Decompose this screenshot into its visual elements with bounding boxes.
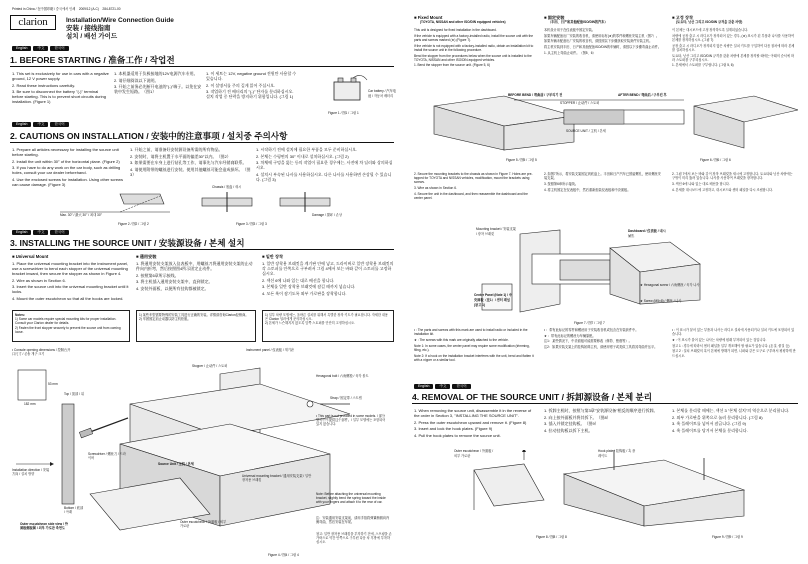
- label-dashboard: Dashboard / 仪表板 / 대시보드: [628, 229, 666, 238]
- fixed-steps-kr: 2. 그림 7에서 보는 바와 같이 장착 브래킷을 섀시에 고정합니다. 토요타와 닛산 차량에는 구멍이 미리 뚫려 있습니다. 나사를 사용하여 브래킷을 장착합니다. 3. 섹션 6에 나와 있는 대로 배선을 합니다. 4. 본체를 대시보드에 고정하고, 대시보드와 센터 패널을 다시 조립합니다.: [672, 172, 793, 192]
- figure-3-note-damage: Damage / 损坏 / 손상: [312, 213, 342, 217]
- figure-1-note: Car battery / 汽车电池 / 자동차 배터리: [368, 89, 396, 98]
- label-install-direction: Installation direction / 安装方向 / 설치 방향: [12, 468, 50, 477]
- figure-5-label: Figure 5 / 图5 / 그림 5: [506, 158, 537, 162]
- universal-mount-kr: ■ 일반 장착: [262, 254, 283, 260]
- figure-9-label: Figure 9 / 图9 / 그림 9: [712, 535, 743, 539]
- sec1-kr: 1. 이 세트는 12V, negative ground 전원만 사용할 수 있습니다. 2. 이 설명서를 주의 깊게 읽어 주십시오. 3. 작업하기 전 배터리의 "(-)" 단자를 분리하십시오. 설치 작업 중 단락을 방지하기 위함입니다. (그림 1): [206, 71, 297, 99]
- lang-korean: 한국어: [50, 46, 68, 51]
- lang-korean: 한국어: [50, 230, 68, 235]
- lang-chinese: 中文: [33, 46, 48, 51]
- sec3-notes-kr: 1) 일부 차량 모델에는, 올바른 설치를 위해서 특별한 장착 키트가 필요합니다. 자세한 내용은 Clarion 딜러에게 문의하십시오. 2) 본체가 느슨해지지 않도록 앞쪽 스토퍼를 단단히 고정하십시오.: [262, 310, 394, 342]
- sec3-notes-cn: 1) 某些车型需要特殊的安装工具进行正确的安装。详情请咨询Clarion经销商。 2) 牢固固定前止动器以防主机松脱。: [136, 310, 256, 342]
- figure-2-note: Max. 30° / 最大 30° / 최대 30°: [60, 213, 102, 217]
- sec1-en: 1. This set is exclusively for use in cars with a negative ground, 12 V power supply. 2. Read these instructions carefully. 3. Be sure to disconnect the battery "(-)" terminal before starting. This is to prevent short circuits during installation. (Figure 1): [12, 71, 109, 104]
- sec4-cn: 1. 拆卸主机时，按照与第3章"安装源设备"相反的顺序进行拆卸。 2. 向上按外面板并将其拆下。（图8） 3. 插入并锁定挂钩板。（图9） 4. 拉动挂钩板以拆下主机。: [544, 408, 658, 433]
- label-mounting-bracket-7: Mounting bracket / 安装支架 / 장착 브래킷: [476, 227, 516, 236]
- fixed-mount-en-2: (TOYOTA, NISSAN and other ISO/DIN equipped vehicles): [420, 20, 506, 24]
- print-line: Printed in China / 在中国印刷 / 중국에서 인쇄 2009/12 (A-C) 284-8721-00: [12, 7, 121, 11]
- lang-chinese: 中文: [33, 122, 48, 127]
- fixed-mount-kr-2: (토요타, 닛산 그리고 ISO/DIN 규격을 갖춘 차량): [676, 20, 743, 24]
- figure-6-label: Figure 6 / 图6 / 그림 6: [700, 158, 731, 162]
- fixed-kr: 이 본체는 대시보드에 고정 장착하도록 설계되었습니다. 차량에 공장 출고 시 라디오가 장착되어 있는 경우, (★) 표시가 된 부품과 나사를 사용하여 본체를 장착하십시오. (그림 7) 공장 출고 시 라디오가 장착되지 않은 차량은 설치 키트를 구입하여 다음 절차에 따라 본체를 설치하십시오. 토요타, 닛산 그리고 ISO/DIN 규격을 갖춘 차량에 본체를 장착할 때에는 아래의 순서에 따라 스토퍼를 구부리십시오. 1. 본체에서 스토퍼를 구부립니다. (그림 5, 6): [672, 28, 795, 68]
- label-hexagonal-bolt: Hexagonal bolt / 六角螺栓 / 육각 볼트: [316, 374, 369, 378]
- sec3-kr: 1. 일반 장착용 브래킷을 계기판 안에 넣고, 드라이버로 일반 장착용 브래킷의 각 스토퍼를 안쪽으로 구부려서 그림 4에서 보는 바와 같이 스토퍼를 고정하십시오. 2. 섹션 6에 나와 있는 대로 배선을 합니다. 3. 본체를 일반 장착용 브래킷에 잠길 때까지 넣습니다. 4. 모든 훅이 잠기도록 외부 가로판을 장착합니다.: [262, 261, 394, 296]
- label-outer-escutcheon-8: Outer escutcheon / 外面板 / 외부 가로판: [454, 449, 494, 458]
- section-3-heading: 3. INSTALLING THE SOURCE UNIT / 安装源设备 / 본체 설치: [10, 238, 394, 250]
- label-screwdriver: Screwdriver / 螺丝刀 / 드라이버: [88, 452, 126, 461]
- label-hook-plate: Hook plate / 挂钩板 / 훅 플레이트: [598, 449, 636, 458]
- page-title: Installation/Wire Connection Guide 安装 / 接线指南 설치 / 배선 가이드: [66, 17, 174, 40]
- label-stopper: Stopper / 止动件 / 스토퍼: [192, 364, 228, 368]
- figure-8-9-removal: [414, 450, 798, 530]
- figure-4-area: [10, 344, 394, 560]
- fixed-cn: 本机设计用于在仪表板中固定安装。 如果车辆配备出厂安装的收音机，请使用标有(★)的零件和螺丝安装主机（图7）。 如果车辆未配备出厂安装的收音机，请按照以下步骤获取安装套件安装主机。 将主机安装到丰田、日产和其他配备ISO/DIN的车辆时，请按以下步骤弯曲止动件。 1. 从主机上弯曲止动件。（图5、6）: [544, 28, 662, 55]
- label-hex-screw: ★ Hexagonal screw / 六角螺丝 / 육각 나사: [640, 283, 700, 287]
- universal-mount-en: ■ Universal Mount: [12, 254, 48, 259]
- source-unit-label: SOURCE UNIT / 主机 / 본체: [566, 129, 606, 133]
- figure-8-label: Figure 8 / 图8 / 그림 8: [536, 535, 567, 539]
- sec4-kr: 1. 본체를 분리할 때에는, 섹션 3 "본체 설치"의 역순으로 분리합니다. 2. 외부 가로판을 위쪽으로 눌러 분리합니다. (그림 8) 3. 훅 플레이트를 넣어서 잠급니다. (그림 9) 4. 훅 플레이트를 당겨서 본체를 분리합니다.: [672, 408, 790, 433]
- lang-korean: 한국어: [50, 122, 68, 127]
- universal-mount-cn: ■ 通用安装: [136, 254, 156, 260]
- figure-4-label: Figure 4 / 图4 / 그림 4: [268, 553, 299, 557]
- section-1-heading: 1. BEFORE STARTING / 准备工作 / 작업전: [10, 55, 394, 67]
- sec3-notes-en: Notes: 1) Some car models require special mounting kits for proper installation. Consult your Clarion dealer for details. 2) Fasten the front stopper securely to prevent the source unit from coming loose.: [12, 310, 130, 342]
- lang-tabs-4: [414, 384, 471, 389]
- lang-tabs-1: [12, 46, 69, 51]
- lang-english: English: [12, 122, 31, 127]
- strap-note-kr: 참고: 일반 장착용 브래킷을 부착하기 전에, 스프링을 손가락으로 약간 안쪽으로 구부린 다음 차 후방에 부착하십시오.: [316, 532, 392, 545]
- fixed-notes-en: • : The parts and screws with this mark are used to install radio or included in the installation kit. ★ : The screws with this mark are originally attached to the vehicle. Note 1: In some cases, the center panel may require some modification (trimming, filing, etc.). Note 2: If a hook on the installation bracket interferes with the unit, bend and flatten it with a nipper or a similar tool.: [414, 328, 534, 362]
- lang-chinese: 中文: [435, 384, 450, 389]
- lang-tabs-3: [12, 230, 69, 235]
- sec4-en: 1. When removing the source unit, disassemble it in the reverse of the order in Section 3, "INSTALLING THE SOURCE UNIT". 2. Press the outer escutcheon upward and remove it. (Figure 8) 3. Insert and lock the hook plates. (Figure 9) 4. Pull the hook plates to remove the source unit.: [414, 408, 532, 438]
- figure-1-label: Figure 1 / 图1 / 그림 1: [328, 111, 359, 115]
- dim-182mm: 182 mm: [24, 402, 36, 406]
- figure-3-note-chassis: Chassis / 底盘 / 섀시: [212, 185, 242, 189]
- section-4-heading: 4. REMOVAL OF THE SOURCE UNIT / 拆卸源设备 / 본체 분리: [412, 392, 798, 404]
- section-2-heading: 2. CAUTIONS ON INSTALLATION / 安装中的注意事项 / 설치중 주의사항: [10, 131, 394, 143]
- figure-2-label: Figure 2 / 图2 / 그림 2: [118, 222, 149, 226]
- lang-korean: 한국어: [452, 384, 470, 389]
- figure-3-label: Figure 3 / 图3 / 그림 3: [236, 222, 267, 226]
- lang-chinese: 中文: [33, 230, 48, 235]
- fixed-steps-cn: 2. 如图7所示，将安装支架固定到底盘上。丰田和日产汽车已预留螺孔，使用螺丝安装支架。 3. 按照第6章所示接线。 4. 将主机固定在仪表板中，然后重新组装仪表板和中央面板。: [544, 172, 661, 192]
- figure-7-label: Figure 7 / 图7 / 그림 7: [574, 321, 605, 325]
- label-screw-m5: ★ Screw (M5×8) / 螺丝 / 나사: [640, 299, 682, 303]
- before-bend-label: BEFORE BEND / 弯曲前 / 구부리기 전: [508, 93, 563, 97]
- sec3-en: 1. Place the universal mounting bracket into the instrument panel, use a screwdriver to bend each stopper of the universal mounting bracket inward, then secure the stopper as shown in Figure 4. 2. Wire as shown in Section 6. 3. Insert the source unit into the universal mounting bracket until it locks. 4. Mount the outer escutcheon so that all the hooks are locked.: [12, 261, 129, 301]
- label-mounting-bracket: Universal mounting bracket / 通用安装支架 / 일반 장착용 브래킷: [242, 474, 312, 483]
- sec2-cn: 1. 开始之前，请准备好安装源设备所需的所有物品。 2. 安装时，请将主机置于水平面的偏差30°以内。（图2） 3. 如果需要在车身上进行钻孔等工作，请事先与汽车经销商联系。 4. 请使用附带的螺丝进行安装。使用其他螺丝可能会造成损坏。（图3）: [130, 147, 251, 177]
- label-top: Top / 顶部 / 위: [64, 392, 84, 396]
- label-outer-escutcheon: Outer escutcheon / 外面板 / 외부 가로판: [180, 520, 227, 529]
- lang-tabs-2: [12, 122, 69, 127]
- label-bottom: Bottom / 底部 / 아래: [64, 506, 84, 515]
- fixed-mount-cn-2: （丰田、日产和其他配备ISO/DIN的汽车）: [548, 20, 608, 24]
- fixed-mount-cn: ■ 固定安装: [544, 15, 564, 21]
- label-source-unit: Source Unit / 主机 / 본체: [158, 462, 194, 466]
- console-dim-label: • Console opening dimensions / 控制台开口尺寸 / 콘솔 개구 크기: [12, 348, 71, 357]
- fixed-mount-kr: ■ 고정 장착: [672, 15, 693, 21]
- label-instrument-panel: Instrument panel / 仪表板 / 계기판: [246, 348, 294, 352]
- figure-5-6-stopper: [414, 86, 798, 158]
- fixed-steps-en: 2. Secure the mounting brackets to the chassis as shown in Figure 7. Holes are pre-tapped for TOYOTA and NISSAN vehicles, modification, mount the brackets using screws. 3. Wire as shown in Section 6. 4. Secure the unit in the dashboard, and then reassemble the dashboard and the center panel.: [414, 172, 533, 201]
- fixed-notes-cn: • ：带有此标记的零件和螺丝用于安装收音机或包含在安装套件中。 ★ ：带有此标记的螺丝为车辆原配。 注1：某些情况下，中央面板可能需要修改（修剪、锉削等）。 注2：如果安装支架上的挂钩妨碍主机，请使用钳子或类似工具将其弯曲并压平。: [544, 328, 658, 350]
- strap-note: • This part is not provided in some models. / 部分型号中不提供这个部件。/ 일부 모델에는 포함되어 있지 않습니다.: [316, 414, 386, 427]
- lang-english: English: [12, 230, 31, 235]
- label-center-panel: Center Panel (Note 1) / 中央面板（注1）/ 센터 패널 (참고 1): [474, 293, 513, 307]
- stopper-label: STOPPER / 止动件 / 스토퍼: [560, 101, 600, 105]
- fixed-en: This unit is designed for fixed installation in the dashboard. If the vehicle is equipped with a factory-installed radio, install the source unit with the parts and screws marked (★) (Figure 7). If the vehicle is not equipped with a factory-installed radio, obtain an installation kit to install the source unit in the following procedure. Bend the stopper from the procedures below when the source unit is installed to the TOYOTA, NISSAN and other ISO/DIN-equipped vehicles. 1. Bend the stopper from the source unit. (Figure 5, 6): [414, 28, 534, 68]
- fixed-mount-en: ■ Fixed Mount: [414, 15, 442, 20]
- sec2-en: 1. Prepare all articles necessary for installing the source unit before starting. 2. Install the unit within 30° of the horizontal plane. (Figure 2) 3. If you have to do any work on the car body, such as drilling holes, consult your car dealer beforehand. 4. Use the enclosed screws for installation. Using other screws can cause damage. (Figure 3): [12, 147, 123, 187]
- label-strap: Strap / 固定带 / 스트랩: [330, 396, 362, 400]
- sec2-kr: 1. 시작하기 전에 설치에 필요한 부품을 모두 준비하십시오. 2. 본체는 수평면의 30° 이내로 설치하십시오. (그림 2) 3. 차체에 구멍을 뚫는 등의 작업이 필요한 경우에는, 사전에 차 딜러와 상의하십시오. 4. 설치시 부속된 나사를 사용하십시오. 다른 나사를 사용하면 손상될 수 있습니다. (그림 3): [256, 147, 393, 182]
- sec3-cn: 1. 将通用安装支架放入仪表板中，用螺丝刀将通用安装支架的止动件向内折弯，然后按照图4所示固定止动件。 2. 按照第6章所示接线。 3. 将主机插入通用安装支架中，直到锁定。 4. 安装外面板，以便所有挂钩都被锁定。: [136, 261, 253, 291]
- lang-english: English: [414, 384, 433, 389]
- label-escutcheon-side: Outer escutcheon side view / 外面板侧视图 / 외부 가로판 측면도: [20, 522, 69, 531]
- after-bend-label: AFTER BEND / 弯曲后 / 구부린 후: [618, 93, 667, 97]
- fixed-notes-kr: • : 이 표시가 붙어 있는 부품과 나사는 라디오 설치에 사용되거나 설치 키트에 포함되어 있습니다. ★ : 이 표시가 붙어 있는 나사는 차량에 원래 부착되어 있는 것입니다. 참고 1 : 경우에 따라서 센터 패널을 일부 개조해야 할 필요가 있습니다. (손질, 줄질 등) 참고 2 : 설치 브래킷의 훅이 본체에 방해가 되면, 니퍼와 같은 도구로 구부려서 평평하게 만드십시오.: [672, 328, 796, 358]
- clarion-logo: clarion: [10, 15, 56, 30]
- strap-note-en: Note: Before attaching the universal mounting bracket, slightly bend the spring toward the inside with your fingers and attach it to the rear of car.: [316, 492, 386, 505]
- dim-53mm: 53 mm: [48, 382, 58, 386]
- sec1-cn: 1. 本机器适用于负极接地的12V电源汽车专用。 2. 请仔细阅读以下说明。 3. 开始之前务必先断开电池的"(-)"端子。以免在安装中发生短路。（图1）: [114, 71, 202, 94]
- strap-note-cn: 注：安装通用安装支架前，请用手指将弹簧稍微向内侧弯曲，然后安装在车尾。: [316, 516, 390, 525]
- lang-english: English: [12, 46, 31, 51]
